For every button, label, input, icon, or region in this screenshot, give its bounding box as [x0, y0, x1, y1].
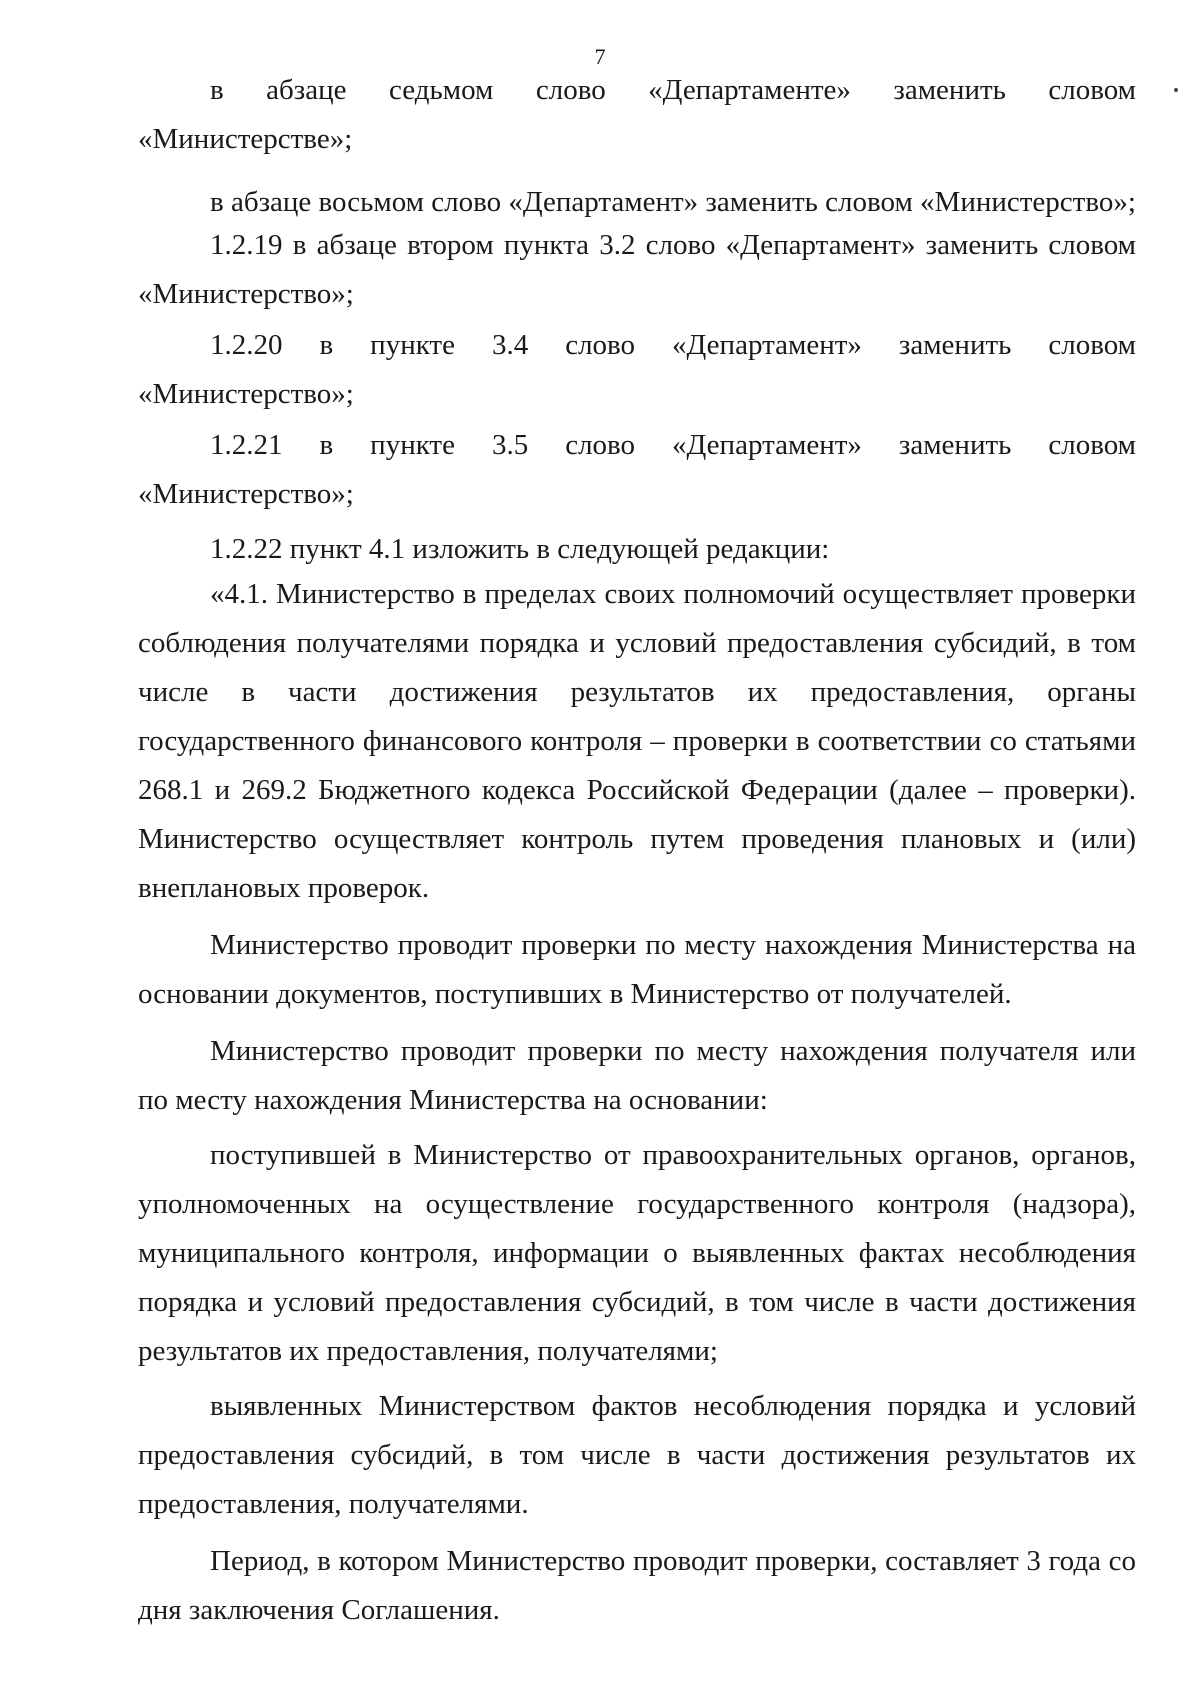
document-body [138, 66, 1136, 1635]
paragraph-1: в абзаце седьмом слово «Департаменте» заменить словом «Министерстве»; [138, 74, 1136, 155]
page-number: 7 [594, 44, 606, 69]
paragraph-8: Министерство проводит проверки по месту нахождения Министерства на основании документов, поступивших в Министерство от получателей. [138, 929, 1136, 1010]
paragraph-12: Период, в котором Министерство проводит проверки, составляет 3 года со дня заключения Соглашения. [138, 1545, 1136, 1626]
paragraph-6: 1.2.22 пункт 4.1 изложить в следующей редакции: [210, 533, 830, 565]
paragraph-7: «4.1. Министерство в пределах своих полномочий осуществляет проверки соблюдения получателями порядка и условий предоставления субсидий, в том числе в части достижения результатов их предоставления, органы государственного финансового контроля – проверки в соответствии со статьями 268.1 и 269.2 Бюджетного кодекса Российской Федерации (далее – проверки). Министерство осуществляет контроль путем проведения плановых и (или) внеплановых проверок. [138, 578, 1136, 904]
paragraph-9: Министерство проводит проверки по месту нахождения получателя или по месту нахождения Министерства на основании: [138, 1035, 1136, 1116]
paragraph-3: 1.2.19 в абзаце втором пункта 3.2 слово «Департамент» заменить словом «Министерство»; [138, 229, 1136, 310]
paragraph-11: выявленных Министерством фактов несоблюдения порядка и условий предоставления субсидий, в том числе в части достижения результатов их предоставления, получателями. [138, 1390, 1136, 1520]
paragraph-2: в абзаце восьмом слово «Департамент» заменить словом «Министерство»; [210, 186, 1136, 218]
paragraph-5: 1.2.21 в пункте 3.5 слово «Департамент» заменить словом «Министерство»; [138, 429, 1136, 510]
paragraph-10: поступившей в Министерство от правоохранительных органов, органов, уполномоченных на осуществление государственного контроля (надзора), муниципального контроля, информации о выявленных фактах несоблюдения порядка и условий предоставления субсидий, в том числе в части достижения результатов их предоставления, получателями; [138, 1139, 1136, 1367]
paragraph-4: 1.2.20 в пункте 3.4 слово «Департамент» заменить словом «Министерство»; [138, 329, 1136, 410]
scan-speck [1174, 88, 1178, 92]
